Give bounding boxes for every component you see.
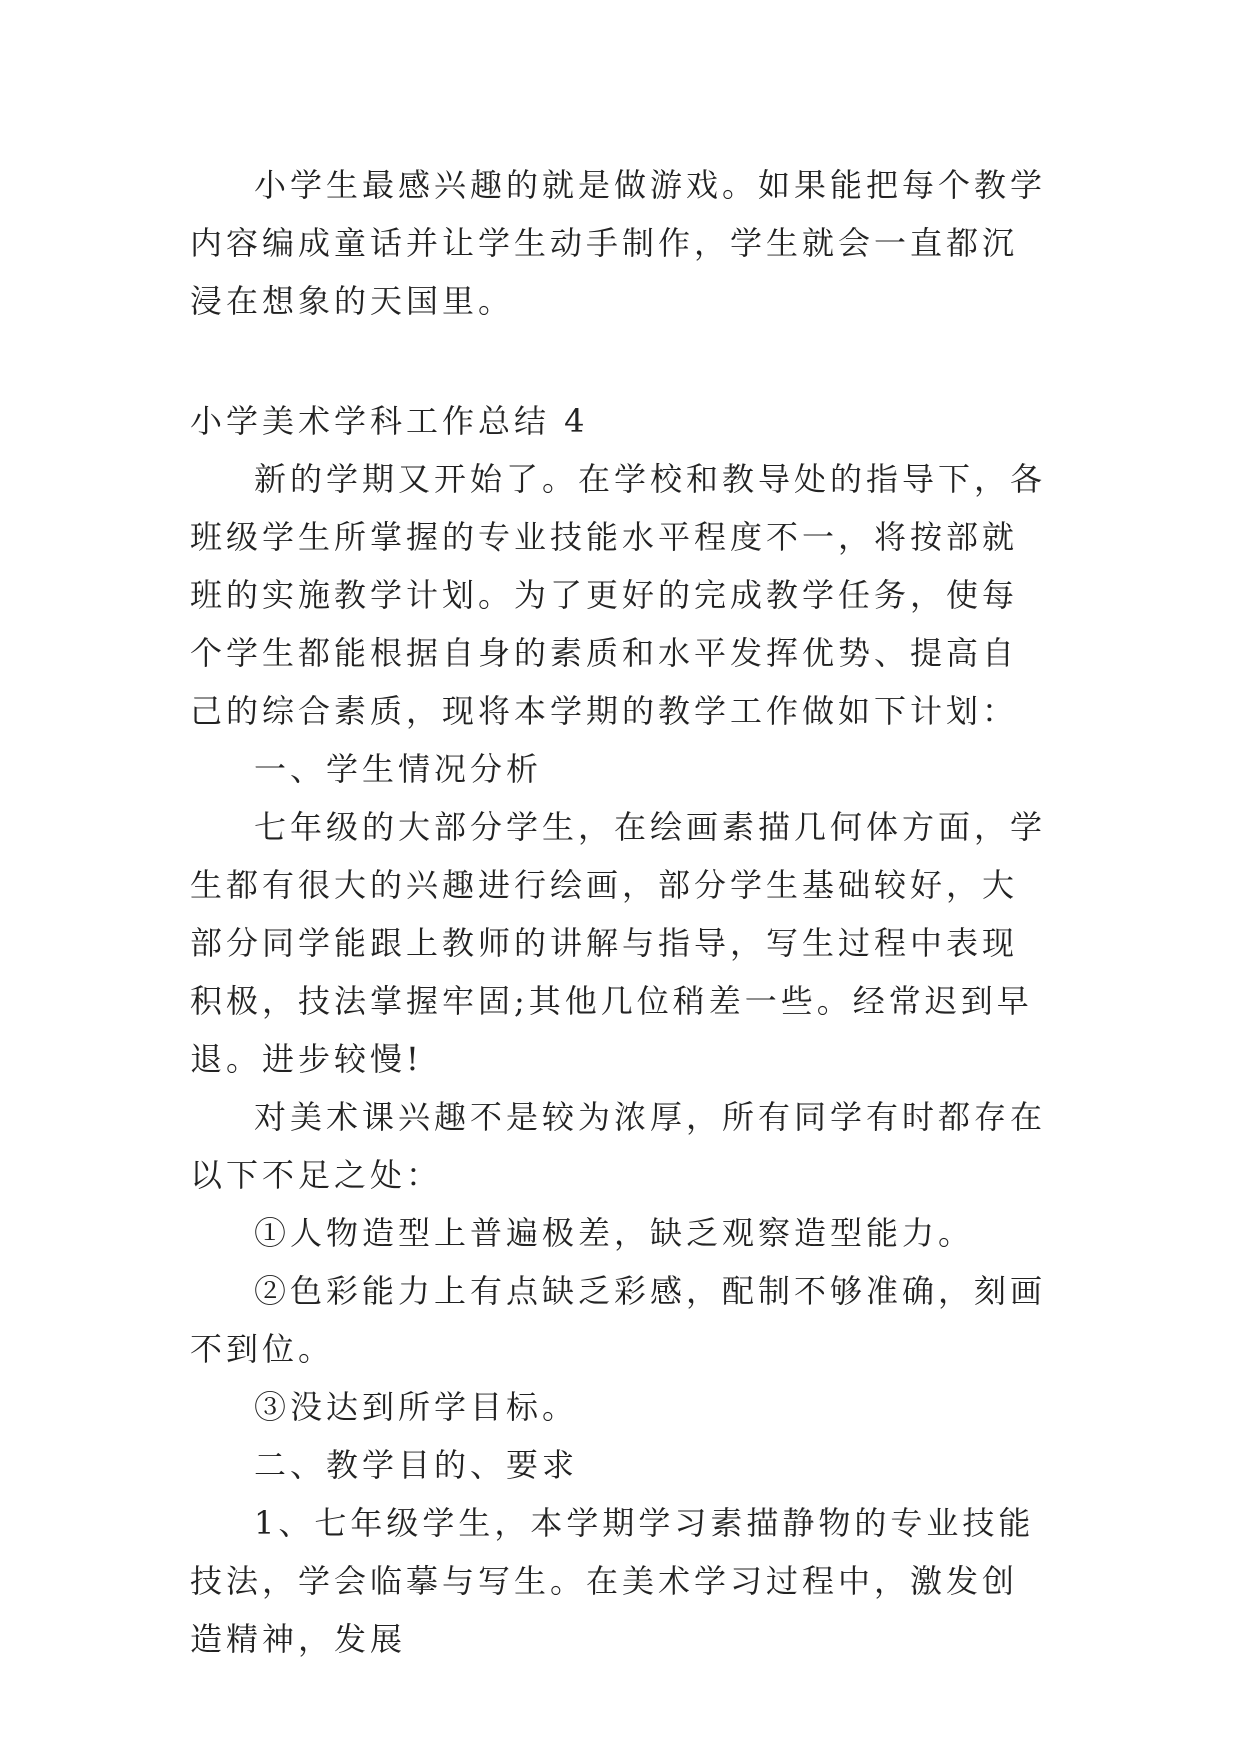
paragraph-interest: 对美术课兴趣不是较为浓厚，所有同学有时都存在以下不足之处： [190, 1098, 1047, 1194]
list-item-3: ③没达到所学目标。 [254, 1388, 579, 1426]
paragraph-opening: 新的学期又开始了。在学校和教导处的指导下，各班级学生所掌握的专业技能水平程度不一，将按部就班的实施教学计划。为了更好的完成教学任务，使每个学生都能根据自身的素质和水平发挥优势、提高自己的综合素质，现将本学期的教学工作做如下计划： [190, 460, 1047, 730]
heading-teaching-goals: 二、教学目的、要求 [254, 1446, 579, 1484]
list-item-2: ②色彩能力上有点缺乏彩感，配制不够准确，刻画不到位。 [190, 1272, 1047, 1368]
paragraph-teaching-goals: 1、七年级学生，本学期学习素描静物的专业技能技法，学会临摹与写生。在美术学习过程中，激发创造精神，发展 [190, 1504, 1035, 1658]
paragraph-student-analysis: 七年级的大部分学生，在绘画素描几何体方面，学生都有很大的兴趣进行绘画，部分学生基础较好，大部分同学能跟上教师的讲解与指导，写生过程中表现积极，技法掌握牢固;其他几位稍差一些。经常迟到早退。进步较慢! [190, 808, 1047, 1078]
intro-paragraph: 小学生最感兴趣的就是做游戏。如果能把每个教学内容编成童话并让学生动手制作，学生就会一直都沉浸在想象的天国里。 [190, 166, 1047, 320]
summary-section [190, 392, 1050, 1668]
intro-section [190, 156, 1050, 330]
heading-student-analysis: 一、学生情况分析 [254, 750, 543, 788]
list-item-1: ①人物造型上普遍极差，缺乏观察造型能力。 [254, 1214, 975, 1252]
section-title: 小学美术学科工作总结 4 [190, 402, 589, 440]
